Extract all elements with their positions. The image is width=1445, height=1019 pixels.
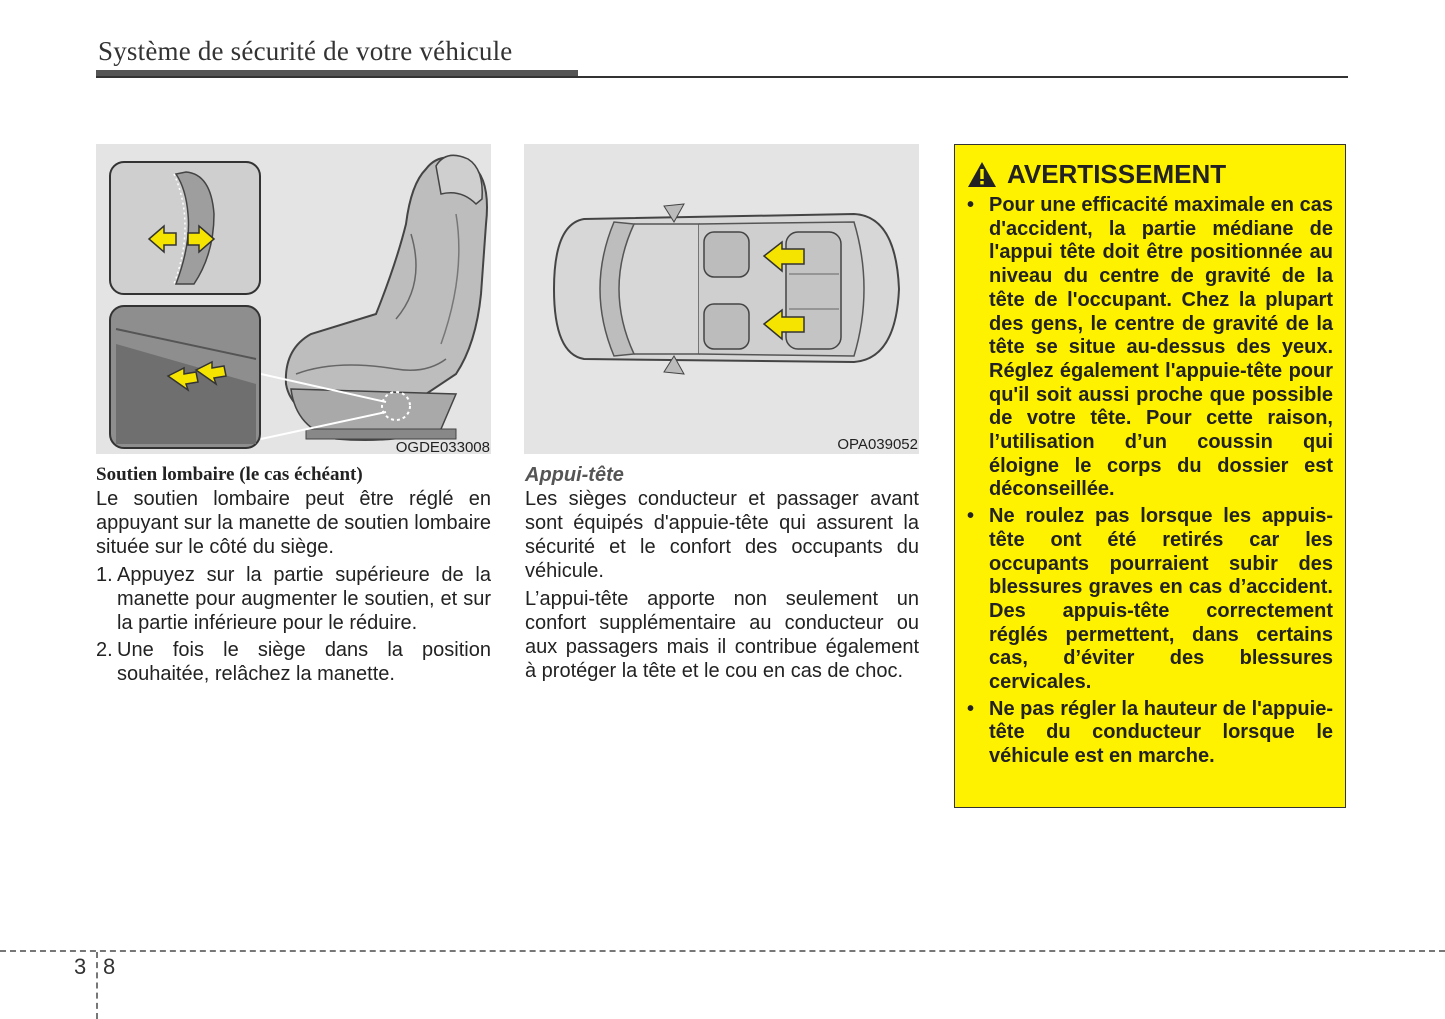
page-header-title: Système de sécurité de votre véhicule [98, 36, 513, 66]
bullet: • [967, 194, 975, 216]
warning-text: Ne roulez pas lorsque les appuis-tête ont été retirés car les occupants pourraient subir des blessures graves en cas d’accident. Des appuis-tête correctement réglés permettent, dans certains cas, d’éviter des blessures cervicales. [989, 505, 1333, 694]
warning-triangle-icon [967, 161, 997, 188]
list-item [967, 698, 1333, 769]
page-number: 8 [103, 954, 116, 979]
paragraph: Les sièges conducteur et passager avant sont équipés d'appuie-tête qui assurent la sécurité et le confort des occupants du véhicule. [525, 488, 919, 582]
header-rule [96, 76, 1348, 78]
paragraph: Le soutien lombaire peut être réglé en appuyant sur la manette de soutien lombaire située sur le côté du siège. [96, 488, 491, 558]
step-number: 1. [96, 564, 113, 586]
car-headrest-figure [524, 144, 919, 454]
warning-title: AVERTISSEMENT [1007, 159, 1227, 189]
figure-code: OPA039052 [837, 436, 918, 453]
seat-illustration [96, 144, 491, 454]
bullet: • [967, 697, 975, 720]
list-item [967, 505, 1333, 695]
section-heading: Soutien lombaire (le cas échéant) [96, 464, 363, 485]
step-number: 2. [96, 639, 113, 661]
paragraph: L’appui-tête apporte non seulement un confort supplémentaire au conducteur ou aux passagers mais il contribue également à protéger la tête et le cou en cas de choc. [525, 588, 919, 682]
warning-text: Ne pas régler la hauteur de l'appuie-tête du conducteur lorsque le véhicule est en marche. [989, 697, 1333, 768]
footer-divider [0, 950, 1445, 952]
list-item [967, 194, 1333, 502]
warning-title-row [967, 159, 1333, 190]
warning-text: Pour une efficacité maximale en cas d'accident, la partie médiane de l'appui tête doit être positionnée au niveau du centre de gravité de la tête de l'occupant. Chez la plupart des gens, le centre de gravité de la tête se situe au-dessus des yeux. Réglez également l'appuie-tête pour qu'il soit aussi proche que possible de votre tête. Pour cette raison, l’utilisation d’un coussin qui éloigne le corps du dossier est déconseillée. [989, 194, 1333, 501]
warning-list [967, 194, 1333, 769]
lumbar-section [96, 463, 491, 689]
figure-code: OGDE033008 [395, 439, 490, 456]
step-text: Appuyez sur la partie supérieure de la manette pour augmenter le soutien, et sur la partie inférieure pour le réduire. [117, 564, 491, 634]
car-top-view-illustration [524, 144, 919, 454]
headrest-section [525, 463, 919, 683]
section-heading: Appui-tête [525, 464, 624, 486]
steps-list [96, 563, 491, 686]
warning-box [954, 144, 1346, 808]
bullet: • [967, 505, 975, 528]
chapter-number: 3 [74, 954, 87, 979]
step-text: Une fois le siège dans la position souhaitée, relâchez la manette. [117, 639, 491, 685]
list-item [96, 638, 491, 686]
seat-lumbar-figure [96, 144, 491, 454]
list-item [96, 563, 491, 635]
footer-page-divider [96, 952, 98, 1019]
